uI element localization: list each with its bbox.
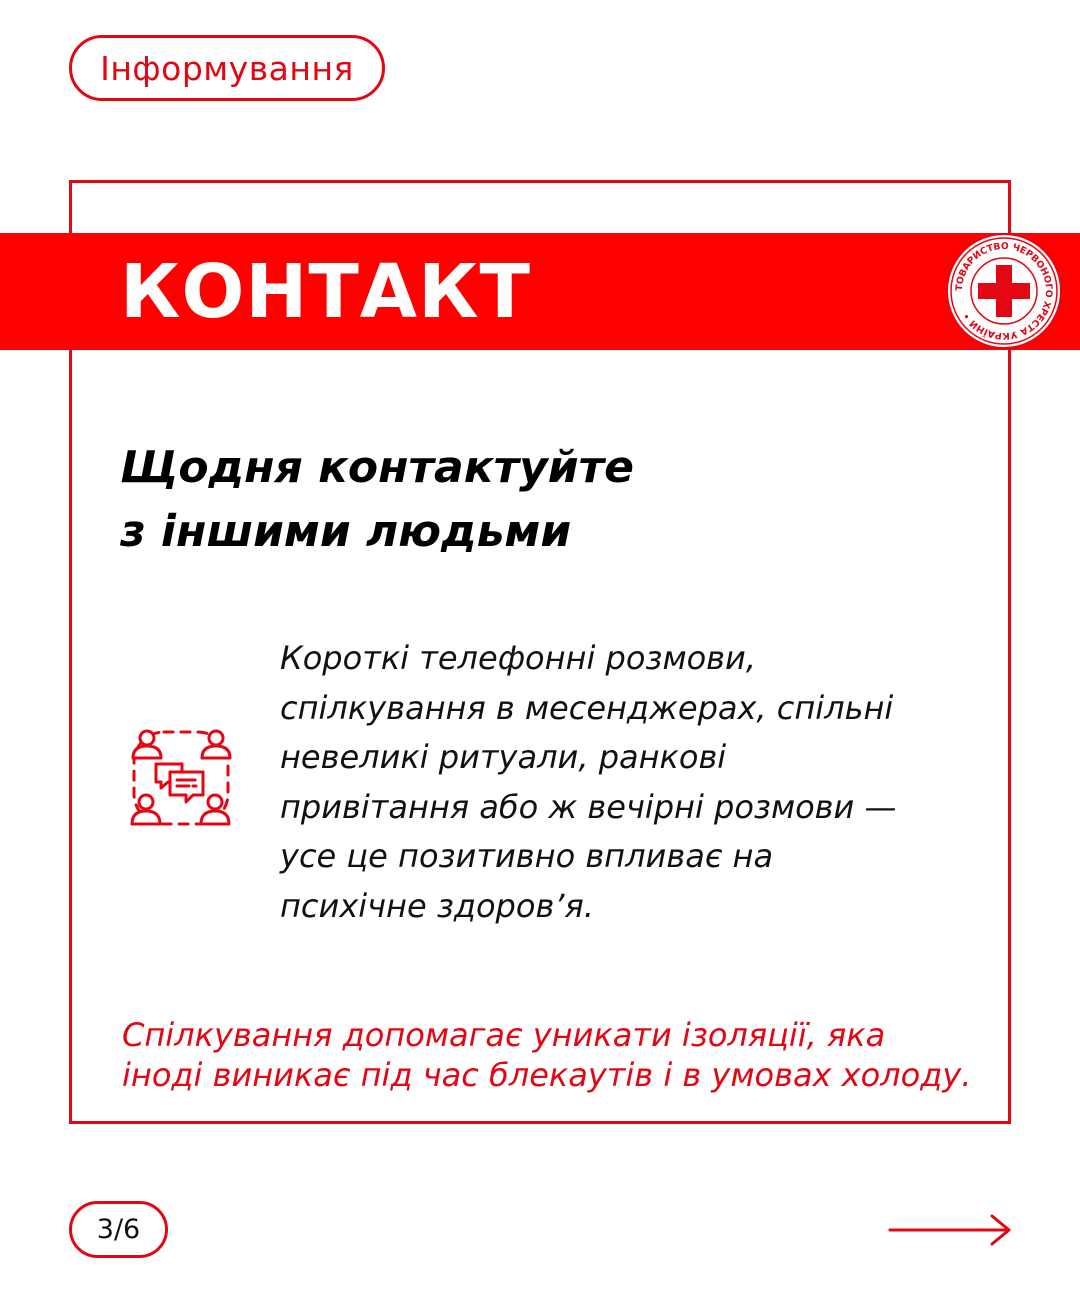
banner-title: КОНТАКТ xyxy=(120,249,532,335)
emblem-text: ТОВАРИСТВО ЧЕРВОНОГО ХРЕСТА УКРАЇНИ • xyxy=(953,240,1055,342)
body-line: Короткі телефонні розмови, xyxy=(280,639,756,677)
body-text xyxy=(280,634,970,932)
note-line: іноді виникає під час блекаутів і в умовах холоду. xyxy=(122,1056,972,1094)
red-cross-emblem-icon xyxy=(945,232,1063,350)
heading xyxy=(120,436,940,564)
page-indicator xyxy=(69,1201,168,1258)
highlight-note xyxy=(122,1015,1002,1095)
body-line: привітання або ж вечірні розмови — xyxy=(280,787,897,826)
note-line: Спілкування допомагає уникати ізоляції, яка xyxy=(122,1016,886,1054)
category-tag xyxy=(69,35,385,101)
body-line: психічне здоров’я. xyxy=(280,886,594,925)
heading-line: з іншими людьми xyxy=(120,506,572,557)
page-indicator-label: 3/6 xyxy=(96,1214,141,1245)
arrow-right-icon[interactable] xyxy=(888,1213,1014,1247)
people-chat-icon xyxy=(125,726,235,830)
category-tag-label: Інформування xyxy=(100,48,354,88)
body-line: невеликі ритуали, ранкові xyxy=(280,738,727,777)
heading-line: Щодня контактуйте xyxy=(120,442,634,493)
body-line: усе це позитивно впливає на xyxy=(280,837,774,876)
body-line: спілкування в месенджерах, спільні xyxy=(280,688,894,727)
